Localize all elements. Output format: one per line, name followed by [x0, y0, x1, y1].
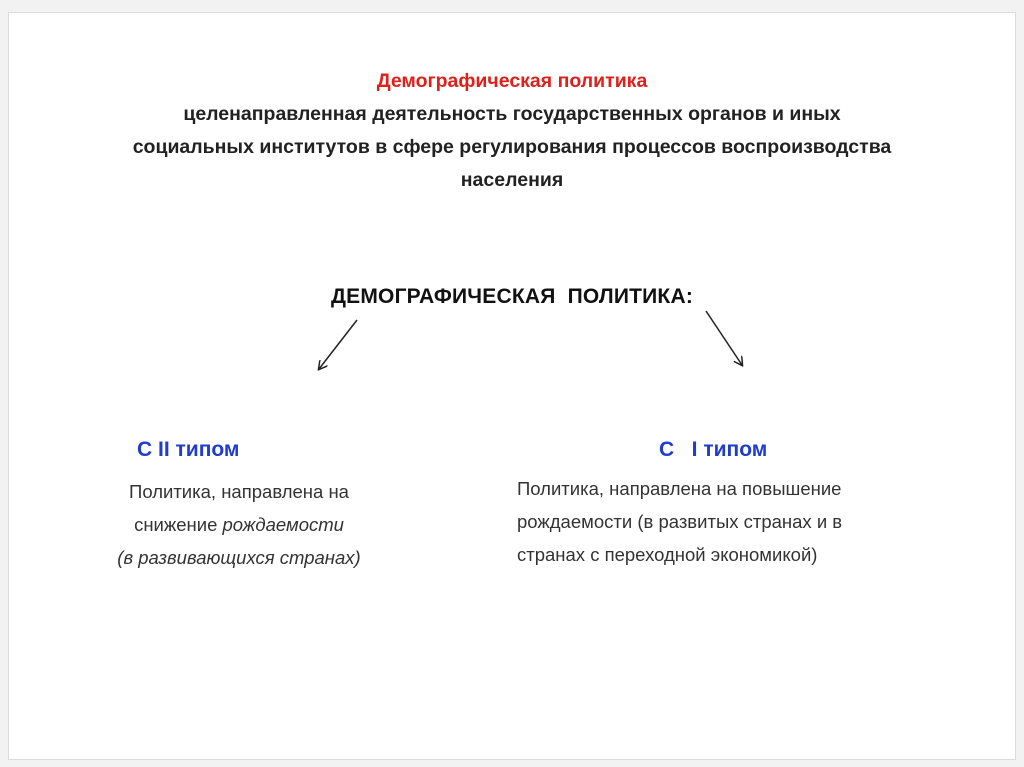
slide	[8, 12, 1016, 760]
definition-line-2: социальных институтов в сфере регулирования процессов воспроизводства	[132, 136, 892, 158]
arrow-down-right-icon	[706, 311, 742, 365]
right-branch-title: С I типом	[659, 438, 768, 461]
arrow-down-left-icon	[319, 320, 357, 369]
definition-line-3: населения	[460, 169, 564, 191]
left-branch-description	[89, 475, 389, 574]
right-branch-description	[517, 472, 957, 571]
diagram-heading: ДЕМОГРАФИЧЕСКАЯ ПОЛИТИКА:	[330, 285, 694, 308]
left-branch-line-2-italic: рождаемости	[222, 514, 344, 535]
left-branch-line-2-plain: снижение	[134, 514, 223, 535]
left-branch-line-2	[89, 508, 389, 541]
left-branch-line-3: (в развивающихся странах)	[117, 547, 361, 568]
right-branch-line-2: рождаемости (в развитых странах и в	[517, 511, 843, 532]
left-branch-title: С II типом	[137, 438, 240, 461]
left-branch-line-1: Политика, направлена на	[129, 481, 349, 502]
arrows-layer	[9, 13, 1015, 759]
definition-line-1: целенаправленная деятельность государственных органов и иных	[183, 103, 841, 125]
right-branch-line-3: странах с переходной экономикой)	[517, 544, 818, 565]
right-branch-line-1: Политика, направлена на повышение	[517, 478, 842, 499]
definition-title: Демографическая политика	[376, 70, 648, 92]
